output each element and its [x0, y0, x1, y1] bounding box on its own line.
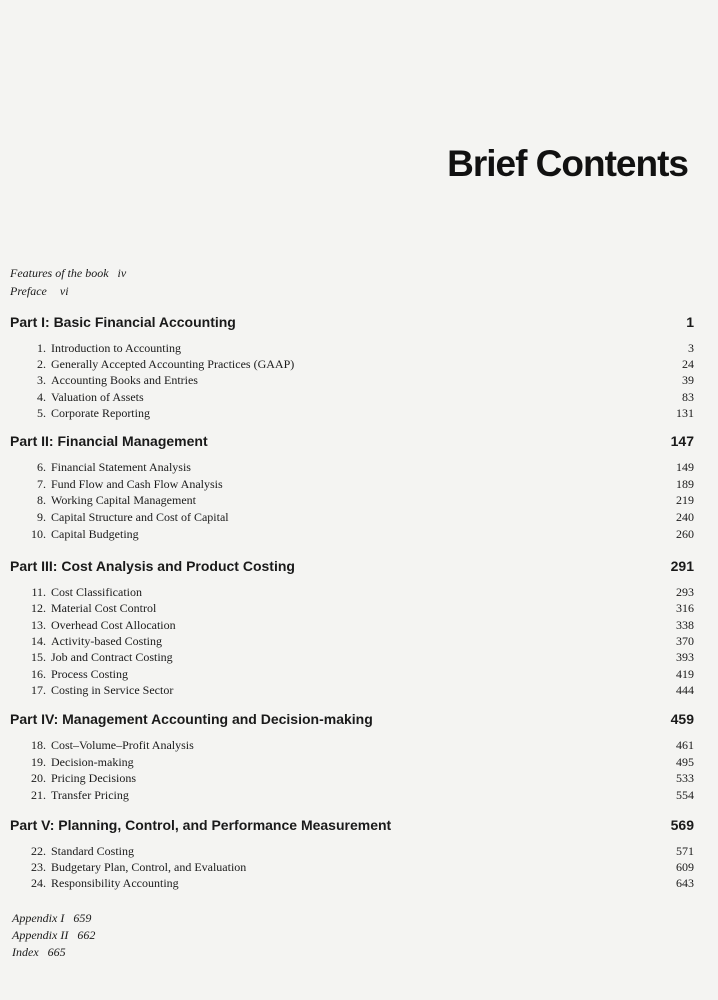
chapter-title: Budgetary Plan, Control, and Evaluation — [51, 860, 247, 875]
chapter-number: 7. — [37, 476, 46, 491]
chapter-number: 19. — [31, 754, 46, 769]
chapter-entry — [28, 771, 694, 786]
chapter-entry — [28, 844, 694, 859]
chapter-number: 18. — [31, 738, 46, 752]
chapter-label — [28, 493, 196, 508]
chapter-page: 609 — [676, 860, 694, 875]
chapter-title: Valuation of Assets — [51, 389, 144, 404]
part-title: Part IV: Management Accounting and Decision-making — [10, 711, 373, 727]
part-page: 569 — [670, 817, 694, 833]
chapter-number: 6. — [37, 460, 46, 474]
chapter-title: Overhead Cost Allocation — [51, 617, 176, 632]
chapter-title: Transfer Pricing — [51, 788, 129, 803]
chapter-page: 3 — [688, 341, 694, 355]
part-page: 459 — [670, 711, 694, 727]
part-heading — [10, 817, 694, 833]
chapter-page: 131 — [676, 405, 694, 420]
chapter-title: Cost–Volume–Profit Analysis — [51, 738, 194, 752]
chapter-title: Accounting Books and Entries — [51, 373, 198, 388]
chapter-entry — [28, 477, 694, 492]
part-title: Part I: Basic Financial Accounting — [10, 314, 236, 330]
chapter-label — [28, 618, 176, 633]
chapter-entry — [28, 755, 694, 770]
front-matter-item — [10, 266, 126, 281]
back-matter-page: 662 — [77, 928, 96, 942]
back-matter-page: 665 — [47, 945, 66, 959]
chapter-page: 149 — [676, 460, 694, 474]
chapter-title: Job and Contract Costing — [51, 650, 173, 665]
chapter-label — [28, 406, 150, 421]
back-matter-label: Appendix I — [12, 911, 65, 925]
chapter-page: 338 — [676, 617, 694, 632]
chapter-label — [28, 860, 246, 875]
chapter-page: 571 — [676, 844, 694, 858]
chapter-entry — [28, 876, 694, 891]
part-heading — [10, 711, 694, 727]
front-matter-page: iv — [117, 266, 127, 280]
chapter-entry — [28, 650, 694, 665]
chapter-entry — [28, 601, 694, 616]
part-page: 291 — [670, 558, 694, 574]
chapter-entry — [28, 493, 694, 508]
chapter-title: Fund Flow and Cash Flow Analysis — [51, 476, 223, 491]
chapter-page: 370 — [676, 633, 694, 648]
chapter-title: Decision-making — [51, 754, 134, 769]
chapter-title: Pricing Decisions — [51, 771, 136, 786]
part-page: 1 — [686, 314, 694, 330]
chapter-number: 13. — [31, 617, 46, 632]
chapter-number: 14. — [31, 633, 46, 648]
chapter-number: 11. — [31, 585, 46, 599]
front-matter-item — [10, 284, 69, 299]
chapter-page: 293 — [676, 585, 694, 599]
back-matter-label: Index — [12, 945, 39, 959]
chapter-entry — [28, 460, 694, 475]
chapter-label — [28, 373, 198, 388]
back-matter-item — [12, 911, 91, 926]
chapter-number: 17. — [31, 682, 46, 697]
chapter-entry — [28, 738, 694, 753]
chapter-title: Process Costing — [51, 666, 129, 681]
chapter-entry — [28, 788, 694, 803]
chapter-label — [28, 771, 136, 786]
chapter-title: Material Cost Control — [51, 601, 157, 616]
chapter-page: 39 — [682, 373, 694, 388]
part-heading — [10, 558, 694, 574]
chapter-title: Generally Accepted Accounting Practices (GAAP) — [51, 357, 295, 372]
chapter-number: 21. — [31, 788, 46, 803]
chapter-entry — [28, 390, 694, 405]
chapter-entry — [28, 618, 694, 633]
chapter-page: 444 — [676, 682, 694, 697]
part-title: Part III: Cost Analysis and Product Costing — [10, 558, 295, 574]
chapter-label — [28, 601, 156, 616]
back-matter-page: 659 — [73, 911, 92, 925]
chapter-label — [28, 510, 229, 525]
chapter-entry — [28, 860, 694, 875]
chapter-page: 495 — [676, 754, 694, 769]
chapter-label — [28, 341, 181, 356]
chapter-label — [28, 755, 134, 770]
chapter-entry — [28, 527, 694, 542]
chapter-page: 83 — [682, 389, 694, 404]
chapter-page: 316 — [676, 601, 694, 616]
chapter-number: 22. — [31, 844, 46, 858]
chapter-entry — [28, 510, 694, 525]
chapter-number: 12. — [31, 601, 46, 616]
chapter-title: Standard Costing — [51, 844, 134, 858]
page-title: Brief Contents — [447, 143, 688, 184]
chapter-number: 2. — [37, 357, 46, 372]
chapter-label — [28, 844, 134, 859]
part-heading — [10, 433, 694, 449]
chapter-page: 24 — [682, 357, 694, 372]
chapter-label — [28, 460, 191, 475]
chapter-label — [28, 650, 173, 665]
chapter-number: 8. — [37, 493, 46, 508]
chapter-title: Activity-based Costing — [51, 633, 162, 648]
chapter-title: Capital Budgeting — [51, 526, 139, 541]
chapter-entry — [28, 357, 694, 372]
chapter-title: Capital Structure and Cost of Capital — [51, 510, 229, 525]
chapter-page: 533 — [676, 771, 694, 786]
chapter-label — [28, 477, 223, 492]
chapter-number: 5. — [37, 405, 46, 420]
part-page: 147 — [670, 433, 694, 449]
chapter-title: Responsibility Accounting — [51, 876, 179, 891]
chapter-number: 16. — [31, 666, 46, 681]
chapter-entry — [28, 634, 694, 649]
chapter-page: 554 — [676, 788, 694, 803]
chapter-entry — [28, 341, 694, 356]
chapter-number: 24. — [31, 876, 46, 891]
chapter-label — [28, 738, 194, 753]
chapter-entry — [28, 683, 694, 698]
chapter-page: 189 — [676, 476, 694, 491]
chapter-title: Cost Classification — [51, 585, 142, 599]
chapter-number: 3. — [37, 373, 46, 388]
chapter-title: Introduction to Accounting — [51, 341, 181, 355]
chapter-number: 23. — [31, 860, 46, 875]
chapter-number: 1. — [37, 341, 46, 355]
chapter-label — [28, 390, 144, 405]
chapter-entry — [28, 585, 694, 600]
chapter-title: Working Capital Management — [51, 493, 196, 508]
chapter-number: 20. — [31, 771, 46, 786]
chapter-label — [28, 683, 173, 698]
back-matter-item — [12, 945, 66, 960]
chapter-label — [28, 667, 128, 682]
chapter-page: 260 — [676, 526, 694, 541]
chapter-title: Financial Statement Analysis — [51, 460, 191, 474]
chapter-number: 9. — [37, 510, 46, 525]
chapter-number: 10. — [31, 526, 46, 541]
chapter-number: 4. — [37, 389, 46, 404]
back-matter-label: Appendix II — [12, 928, 69, 942]
chapter-title: Costing in Service Sector — [51, 682, 174, 697]
front-matter-label: Features of the book — [10, 266, 109, 280]
chapter-page: 219 — [676, 493, 694, 508]
chapter-label — [28, 527, 139, 542]
chapter-page: 240 — [676, 510, 694, 525]
chapter-entry — [28, 373, 694, 388]
part-heading — [10, 314, 694, 330]
chapter-page: 643 — [676, 876, 694, 891]
chapter-entry — [28, 406, 694, 421]
chapter-label — [28, 788, 129, 803]
chapter-label — [28, 876, 179, 891]
front-matter-page: vi — [59, 284, 69, 298]
chapter-title: Corporate Reporting — [51, 405, 150, 420]
part-title: Part II: Financial Management — [10, 433, 208, 449]
chapter-label — [28, 357, 294, 372]
front-matter-label: Preface — [10, 284, 47, 298]
chapter-page: 393 — [676, 650, 694, 665]
part-title: Part V: Planning, Control, and Performance Measurement — [10, 817, 392, 833]
back-matter-item — [12, 928, 95, 943]
chapter-number: 15. — [31, 650, 46, 665]
chapter-page: 461 — [676, 738, 694, 752]
chapter-label — [28, 585, 142, 600]
chapter-page: 419 — [676, 666, 694, 681]
chapter-label — [28, 634, 162, 649]
chapter-entry — [28, 667, 694, 682]
